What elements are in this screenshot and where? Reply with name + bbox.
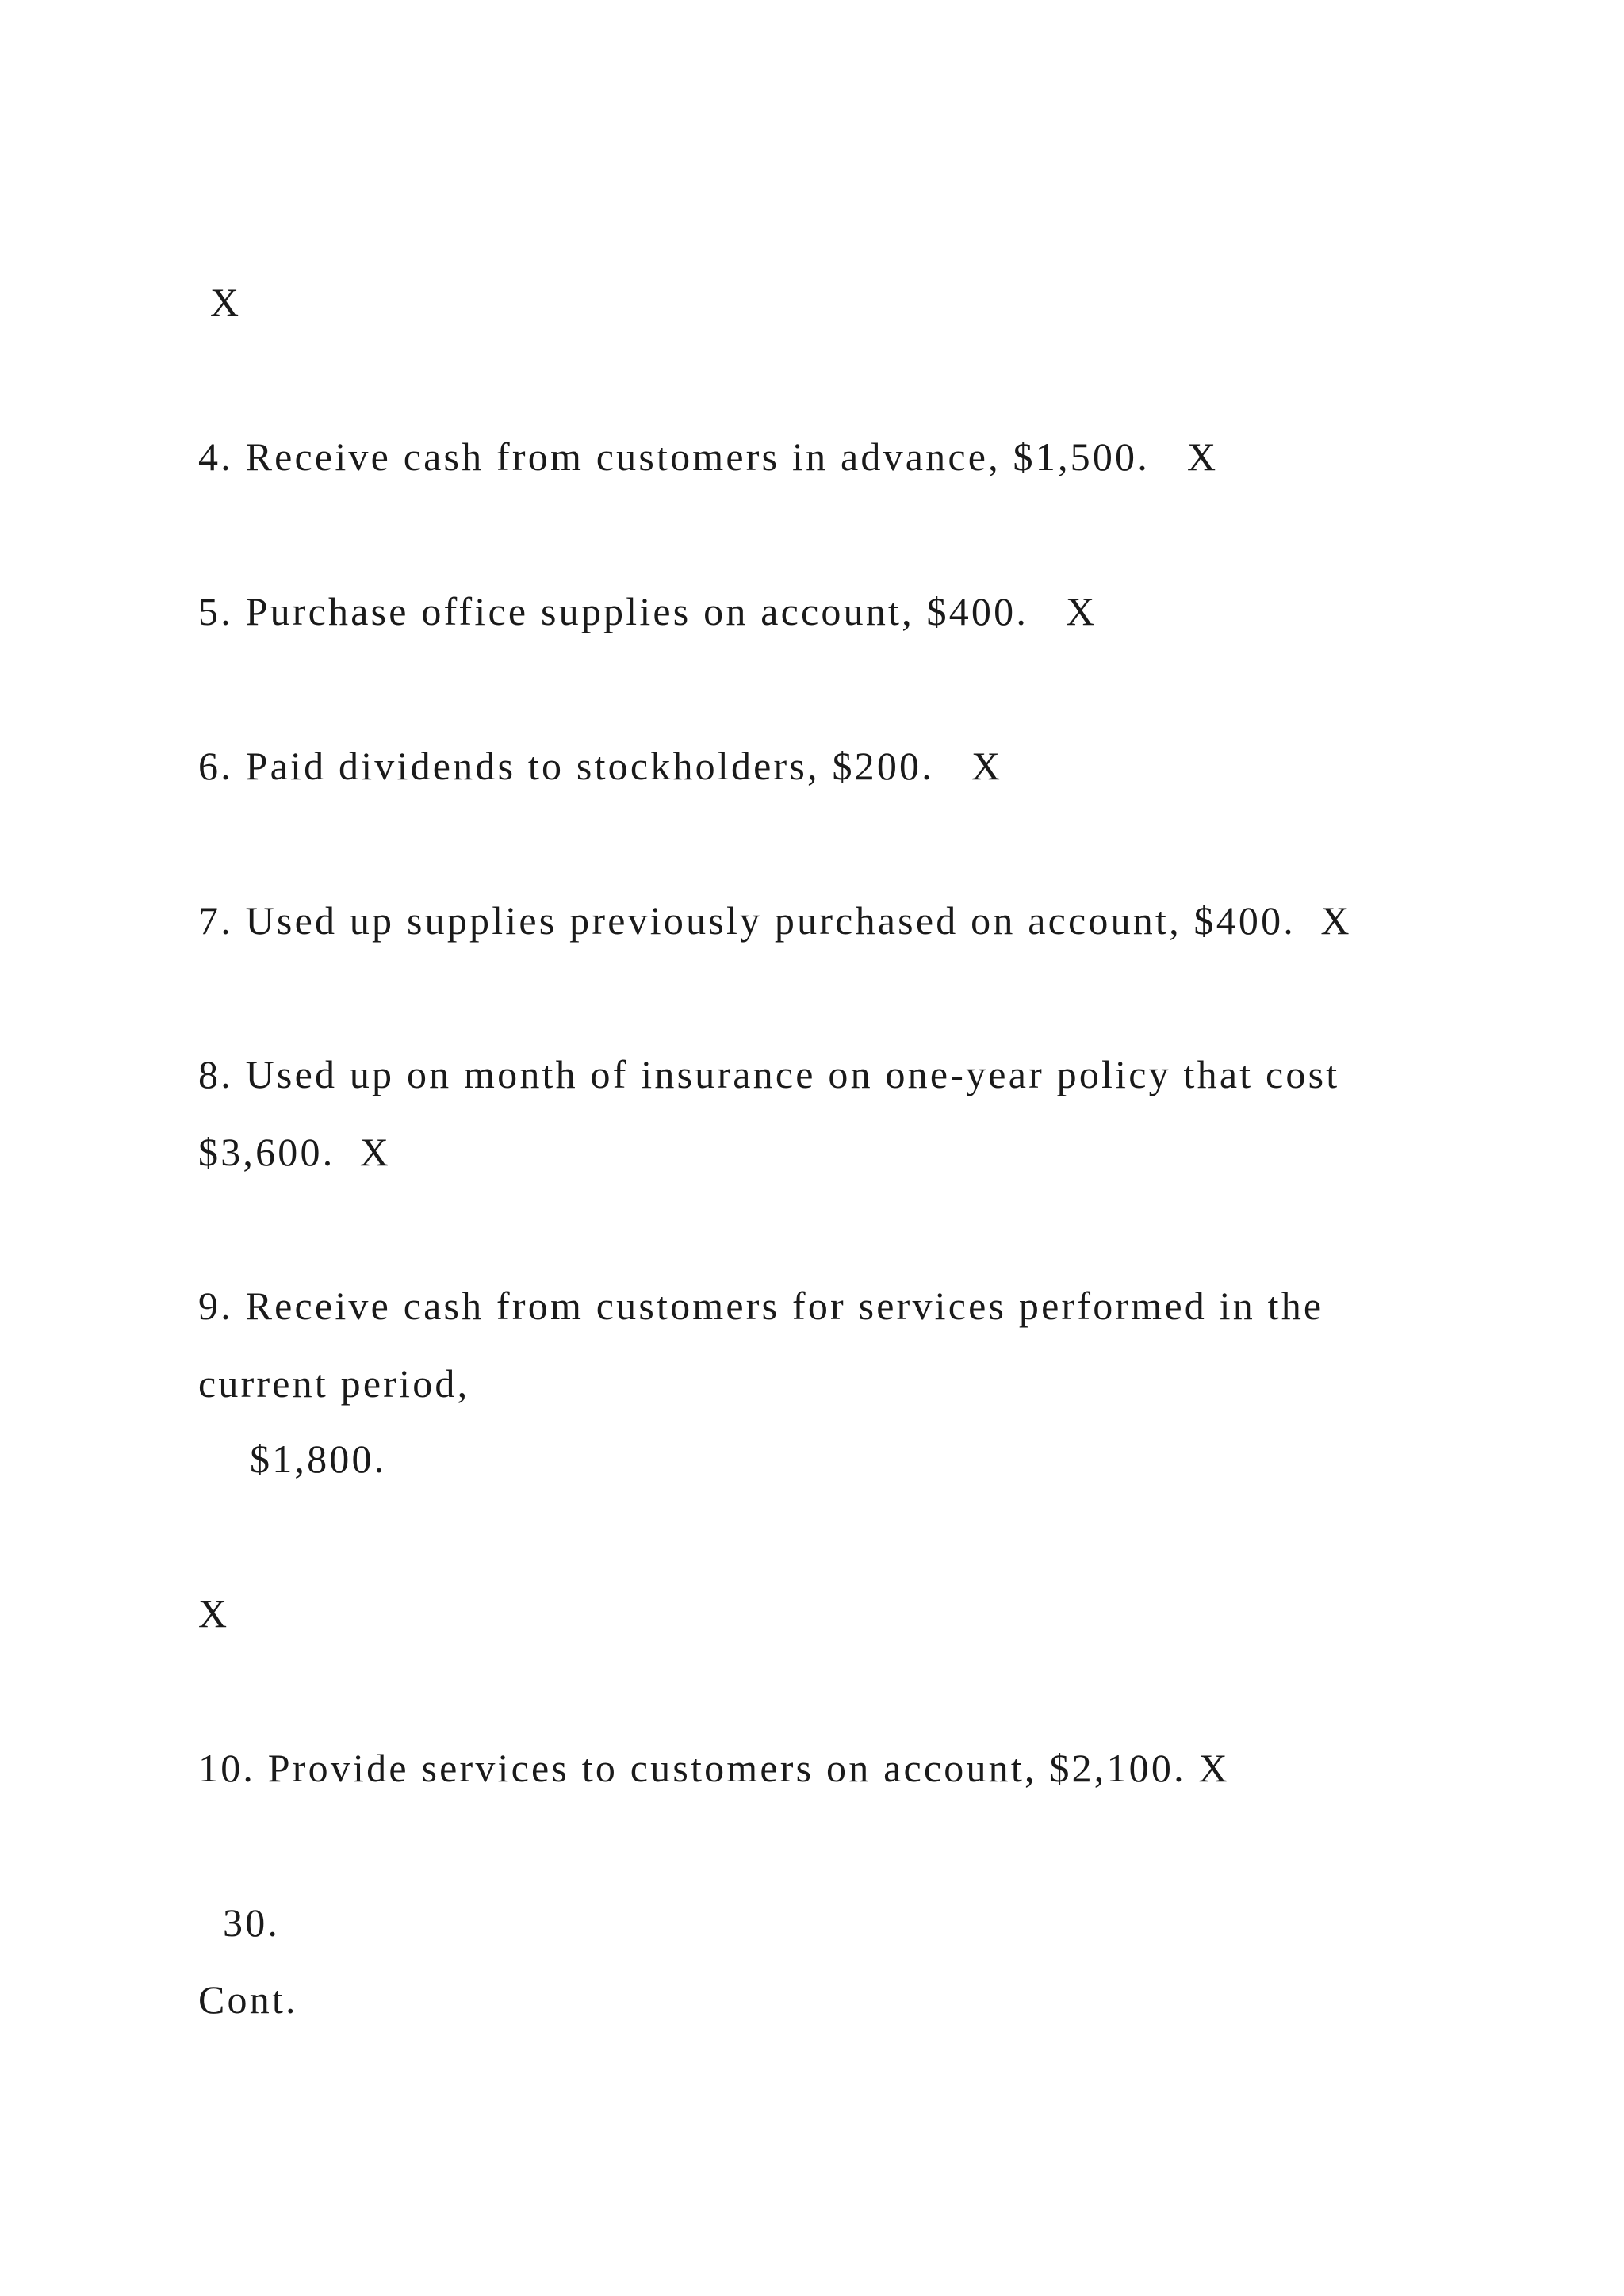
item-4: 4. Receive cash from customers in advance, $1,500. X [198,434,1219,479]
item-9: 9. Receive cash from customers for services performed in the [198,1284,1324,1328]
item-5: 5. Purchase office supplies on account, $400. X [198,589,1097,633]
item-8-continued: $3,600. X [198,1130,392,1174]
item-9-amount: $1,800. [250,1437,387,1481]
mark-x: X [198,1591,230,1636]
item-8: 8. Used up on month of insurance on one-year policy that cost [198,1052,1340,1096]
continued-label: Cont. [198,1977,298,2022]
mark-x: X [210,280,242,324]
item-9-continued: current period, [198,1361,470,1406]
item-6: 6. Paid dividends to stockholders, $200. X [198,744,1003,788]
item-number: 30. [223,1900,281,1945]
item-10: 10. Provide services to customers on account, $2,100. X [198,1746,1230,1790]
item-7: 7. Used up supplies previously purchased on account, $400. X [198,898,1352,943]
